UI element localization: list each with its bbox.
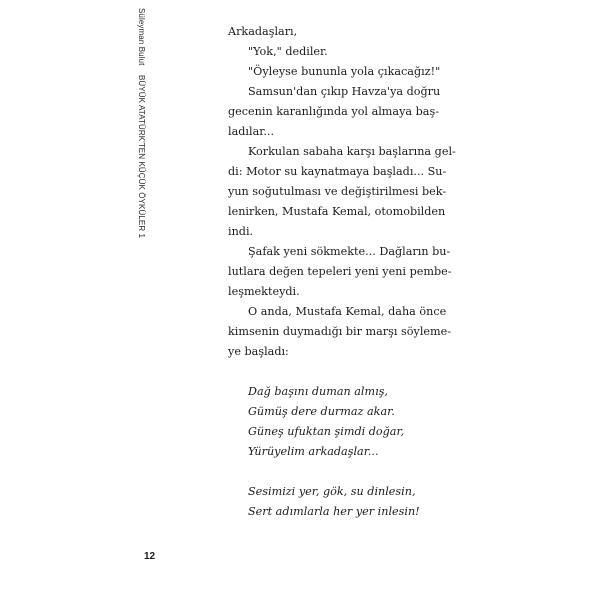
text-line-4: Samsun'dan çıkıp Havza'ya doğru — [248, 85, 441, 98]
text-line-5: gecenin karanlığında yol almaya baş- — [228, 105, 439, 118]
poem-line: Gümüş dere durmaz akar. — [248, 405, 395, 418]
text-line-13: lutlara değen tepeleri yeni yeni pembe- — [228, 265, 452, 278]
poem-line: Sert adımlarla her yer inlesin! — [248, 505, 420, 518]
text-line-8: di: Motor su kaynatmaya başladı... Su- — [228, 165, 447, 178]
text-line-3: "Öyleyse bununla yola çıkacağız!" — [248, 65, 441, 78]
text-line-6: ladılar... — [228, 125, 275, 138]
text-line-14: leşmekteydi. — [228, 285, 300, 298]
text-line-7: Korkulan sabaha karşı başlarına gel- — [248, 145, 456, 158]
text-line-11: indi. — [228, 225, 254, 238]
poem-stanza-2 — [228, 482, 468, 522]
poem-line: Güneş ufuktan şimdi doğar, — [248, 425, 405, 438]
text-line-9: yun soğutulması ve değiştirilmesi bek- — [228, 185, 447, 198]
story-text — [228, 22, 468, 522]
text-line-10: lenirken, Mustafa Kemal, otomobilden — [228, 205, 446, 218]
text-line-1: Arkadaşları, — [228, 25, 298, 38]
poem-stanza-1 — [228, 382, 468, 462]
text-line-12: Şafak yeni sökmekte... Dağların bu- — [248, 245, 451, 258]
text-line-15: O anda, Mustafa Kemal, daha önce — [248, 305, 447, 318]
text-line-16: kimsenin duymadığı bir marşı söyleme- — [228, 325, 452, 338]
poem-line: Dağ başını duman almış, — [248, 385, 388, 398]
poem-line: Sesimizi yer, gök, su dinlesin, — [248, 485, 416, 498]
running-head — [132, 8, 146, 258]
running-head-series: BÜYÜK ATATÜRK'TEN KÜÇÜK ÖYKÜLER 1 — [137, 75, 146, 239]
poem-line: Yürüyelim arkadaşlar... — [248, 445, 379, 458]
text-line-17: ye başladı: — [228, 345, 289, 358]
page-number: 12 — [144, 551, 156, 562]
text-line-2: "Yok," dediler. — [248, 45, 328, 58]
running-head-author: Süleyman Bulut — [137, 8, 146, 66]
